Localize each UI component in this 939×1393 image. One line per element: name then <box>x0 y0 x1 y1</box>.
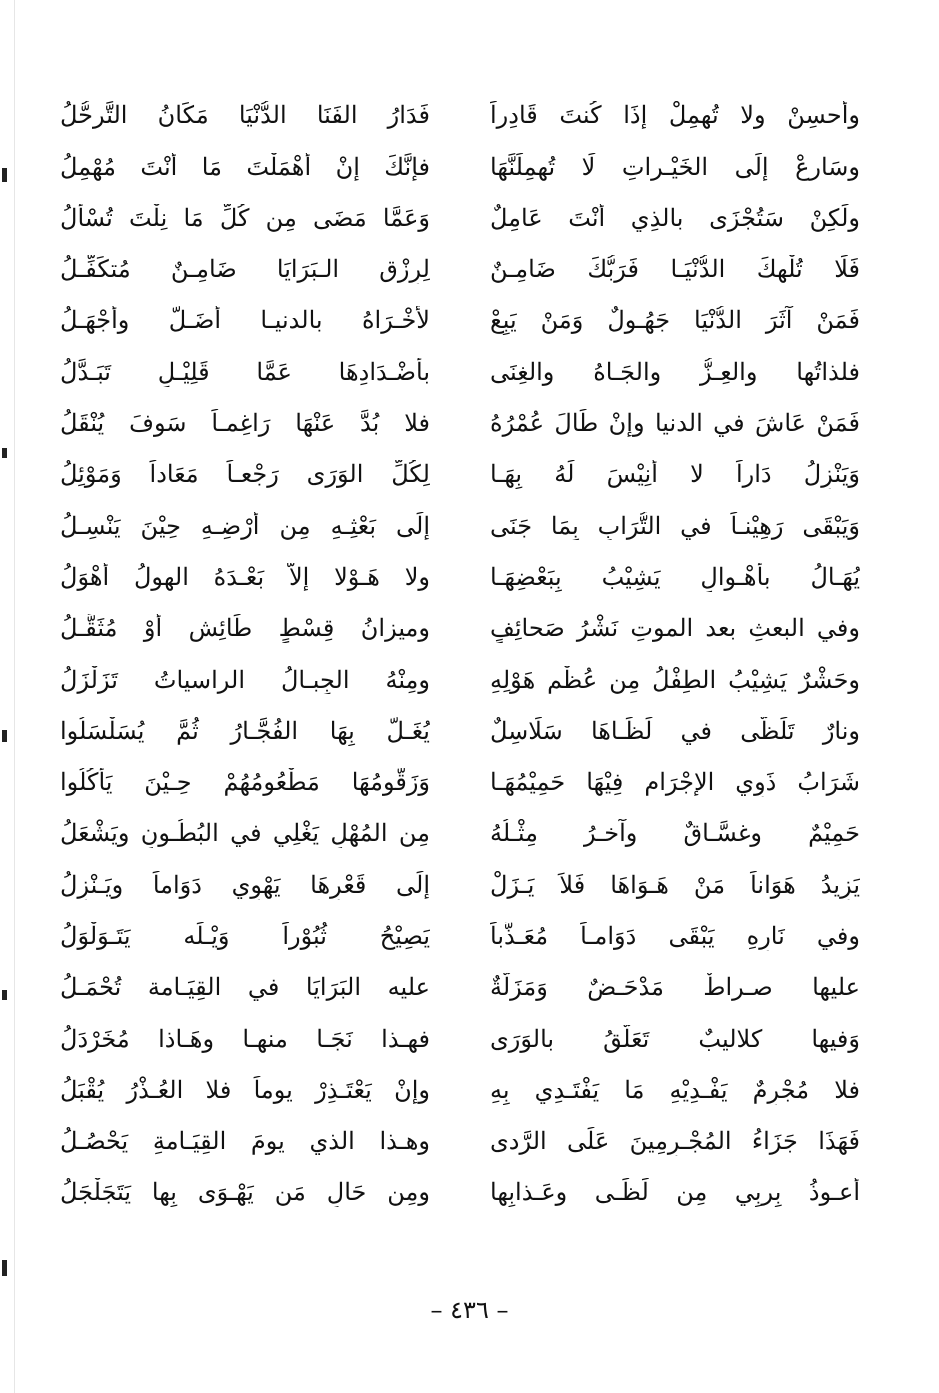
verse-second-hemistich: فَدَارُ الفَنَا الدُّنْيَا مَكَانُ التَّرحُّلُ <box>60 101 430 130</box>
verse-first-hemistich: يُهَـالُ بأهْـوالٍ يَشِيْبُ بِبَعْضِهَـا <box>490 562 860 591</box>
verse-second-hemistich: فهـذا نَجَـا منهـا وهَـاذا مُخَرْدَلُ <box>60 1024 430 1053</box>
verse-row <box>60 193 860 244</box>
verse-row <box>60 654 860 705</box>
verse-first-hemistich: يَزِيدُ هَوَاناً مَنْ هَـوَاهَا فَلاَ يَـزَلْ <box>490 870 860 899</box>
verse-second-hemistich: وإنْ يَعْتَـذِرْ يوماً فلا العُـذْرُ يُقْبَلُ <box>60 1075 430 1104</box>
verse-second-hemistich: مِن المُهْلِ يَغْلِي في البُطُـونِ ويَشْعَلُ <box>60 819 430 848</box>
verse-second-hemistich: ومِنْهُ الجِبـالُ الراسياتُ تَزَلْزَلُ <box>60 665 430 694</box>
verse-first-hemistich: وفي البعثِ بعد الموتِ نَشْرُ صَحائِفٍ <box>490 614 860 643</box>
verse-second-hemistich: إلَى بَعْثِـهِ مِن أرْضِـهِ حِيْنَ يَنْسِـلُ <box>60 511 430 540</box>
verse-row <box>60 911 860 962</box>
verse-row <box>60 449 860 500</box>
verse-first-hemistich: عليها صـراطٌ مَدْحَـضٌ وَمَزَلَّةٌ <box>490 973 860 1002</box>
verse-second-hemistich: إلَى قَعْرِهَا يَهْوِي دَوَاماً ويَـنْزِلُ <box>60 870 430 899</box>
verse-first-hemistich: ولَكِنْ سَتُجْزَى بالذِي أنْتَ عَامِلٌ <box>490 203 860 232</box>
verse-first-hemistich: وَفيها كلاليبٌ تَعَلَّقُ بالوَرَى <box>490 1024 860 1053</box>
verse-first-hemistich: حَمِيْمٌ وغسَّـاقٌ وآخـرُ مِثْـلُهُ <box>490 819 860 848</box>
scan-edge-line <box>14 0 15 1393</box>
verse-first-hemistich: فَمَنْ آثَرَ الدُّنْيَا جَهُـولٌ وَمَنْ يَبِعْ <box>490 306 860 335</box>
page-number: – ٤٣٦ – <box>430 1296 509 1324</box>
verse-first-hemistich: فَمَنْ عَاشَ في الدنيا وإنْ طَالَ عُمْرُهُ <box>490 409 860 438</box>
verse-second-hemistich: وَزَقُّومُهَا مَطْعُومُهُمْ حِـيْنَ يَأْكُلُوا <box>60 768 430 797</box>
verse-first-hemistich: فَلَا تُلْهِكَ الدُّنْيَـا فَرَبُّكَ ضَامِـنٌ <box>490 255 860 284</box>
verse-first-hemistich: وسَارِعْ إلَى الخَيْـراتِ لَا تُهمِلَنَّهَا <box>490 152 860 181</box>
verse-second-hemistich: لِكُلِّ الوَرَى رَجْعـاً مَعَاداً وَمَوْئِلُ <box>60 460 430 489</box>
verse-first-hemistich: ونارٌ تَلَظَّى في لَظَـاهَا سَلَاسِلٌ <box>490 716 860 745</box>
verse-row <box>60 552 860 603</box>
verse-second-hemistich: ولا هَـوْلا إلاَّ بَعْـدَهُ الهولُ أهْوَلُ <box>60 562 430 591</box>
verse-row <box>60 500 860 551</box>
verse-row <box>60 859 860 910</box>
verse-row <box>60 757 860 808</box>
verse-second-hemistich: بأضْـدَادِهَا عَمَّا قَلِيْـلٍ تَبَـدَّلُ <box>60 357 430 386</box>
verse-row <box>60 295 860 346</box>
verse-second-hemistich: وميزانُ قِسْطٍ طَائِشٍ أوْ مُثَقَّـلُ <box>60 614 430 643</box>
poem-verses <box>60 90 860 1219</box>
verse-row <box>60 1167 860 1218</box>
verse-first-hemistich: وَيَنْزِلُ دَاراً لا أَنِيْسَ لَهُ بِهَـا <box>490 460 860 489</box>
verse-first-hemistich: وأحسِنْ ولا تُهمِلْ إذَا كُنتَ قَادِراً <box>490 101 860 130</box>
verse-second-hemistich: فإنَّكَ إنْ أهْمَلْتَ مَا أنْتَ مُهْمِلُ <box>60 152 430 181</box>
verse-second-hemistich: وَعَمَّا مَضَى مِن كُلِّ مَا نِلْتَ تُسْأَلُ <box>60 203 430 232</box>
verse-row <box>60 90 860 141</box>
scan-margin-mark <box>2 448 7 458</box>
verse-second-hemistich: وهـذا الذي يومَ القِيَـامةِ يَحْصُـلُ <box>60 1127 430 1156</box>
verse-first-hemistich: فلذاتُها والعِـزُّ والجَـاهُ والغِنَى <box>490 357 860 386</box>
verse-second-hemistich: يُغَـلُّ بِهَا الفُجَّـارُ ثُمَّ يُسَلْسَلُوا <box>60 716 430 745</box>
verse-second-hemistich: لِرِزْقِ الـبَرَايَا ضَامِـنٌ مُتكَفِّـلُ <box>60 255 430 284</box>
scan-margin-mark <box>2 1260 7 1276</box>
verse-second-hemistich: عليه البَرَايَا في القِيَـامة تُحْمَـلُ <box>60 973 430 1002</box>
scan-margin-mark <box>2 730 7 742</box>
scan-margin-mark <box>2 990 7 1000</box>
verse-second-hemistich: يَصِيْحُ ثُبُوْراً وَيْـلَه يَتَـوَلْوَلُ <box>60 922 430 950</box>
verse-first-hemistich: شَرَابُ ذَوِي الإجْرَامِ فِيْهَا حَمِيْمُهَـا <box>490 768 860 797</box>
verse-second-hemistich: لأُخْـرَاهُ بالدنيـا أضَـلُّ وأجْهَـلُ <box>60 306 430 335</box>
scan-margin-mark <box>2 168 7 182</box>
verse-row <box>60 706 860 757</box>
verse-row <box>60 603 860 654</box>
verse-row <box>60 808 860 859</box>
verse-row <box>60 1013 860 1064</box>
verse-first-hemistich: فلا مُجْرِمٌ يَفْـدِيْهِ مَا يَفْتَـدِي بِهِ <box>490 1075 860 1104</box>
verse-row <box>60 1116 860 1167</box>
verse-second-hemistich: فلا بُدَّ عَنْهَا رَاغِمـاً سَوفَ يُنْقَلُ <box>60 409 430 438</box>
verse-first-hemistich: أعـوذُ بِربِي مِن لَظَـى وعَـذابِها <box>490 1178 860 1207</box>
verse-second-hemistich: ومِن حَالِ مَن يَهْـوَى بِها يَتَجَلْجَلُ <box>60 1178 430 1207</box>
verse-row <box>60 962 860 1013</box>
verse-first-hemistich: وحَشْرٌ يَشِيْبُ الطِفْلُ مِن عُظْمِ هَوْلِهِ <box>490 665 860 694</box>
verse-row <box>60 398 860 449</box>
verse-first-hemistich: وفي نَارِهِ يَبْقَى دَوَامـاً مُعَـذَّباً <box>490 922 860 950</box>
verse-row <box>60 346 860 397</box>
verse-row <box>60 141 860 192</box>
verse-first-hemistich: فَهَذَا جَزَاءُ المُجْـرِمِينَ عَلَى الرَّدى <box>490 1127 860 1156</box>
verse-row <box>60 1065 860 1116</box>
verse-first-hemistich: وَيَبْقَى رَهِيْنـاً في التُّرَابِ بِمَا جَنَى <box>490 511 860 540</box>
verse-row <box>60 244 860 295</box>
